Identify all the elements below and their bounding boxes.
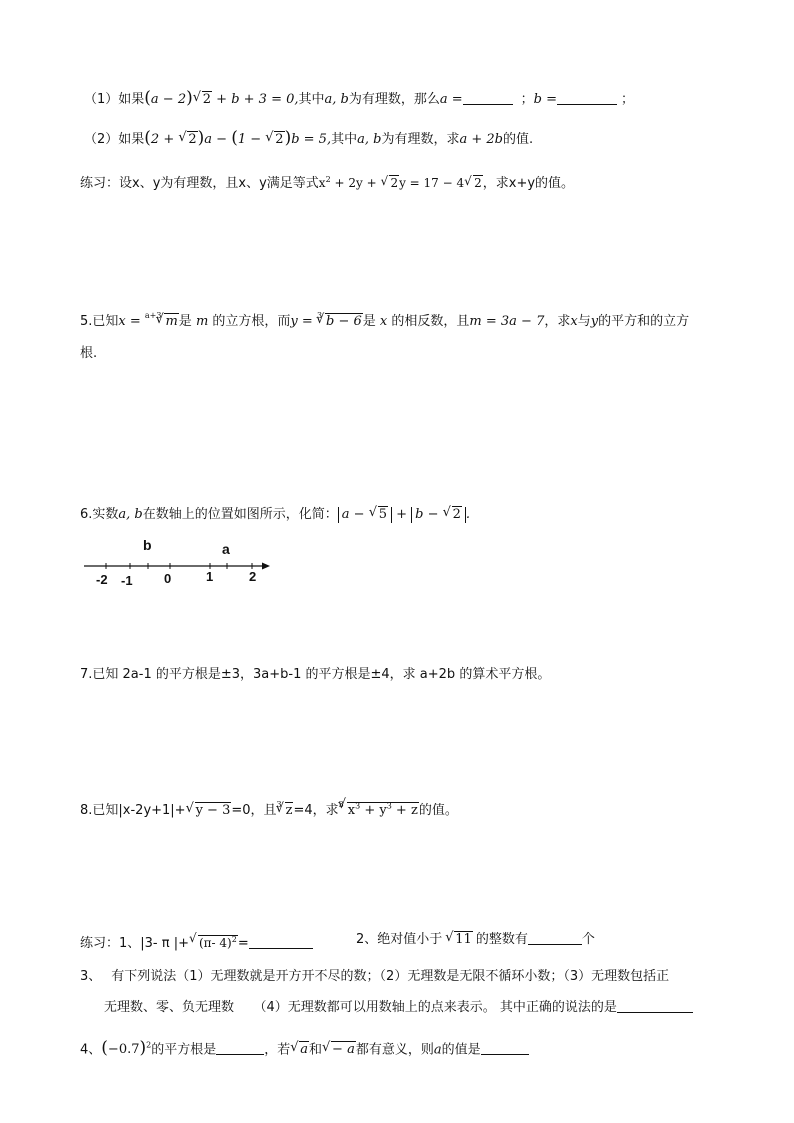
answer-blank-practice-4a[interactable] bbox=[216, 1040, 264, 1055]
q5-expr-y: y = $^3$√ b − 6 bbox=[290, 314, 362, 329]
practice-2-sqrt: √ 11 bbox=[445, 932, 473, 947]
q7-line: 7.已知 2a-1 的平方根是±3，3a+b-1 的平方根是±4，求 a+2b 的算术平方根。 bbox=[80, 667, 551, 682]
practice-item-3-line2: 无理数、零、负无理数 （4）无理数都可以用数轴上的点来表示。 其中正确的说法的是 bbox=[104, 998, 693, 1018]
answer-blank-practice-3[interactable] bbox=[617, 998, 693, 1013]
practice-item-1: 练习：1、|3- π |+√ (π- 4)$^2$= bbox=[80, 930, 313, 954]
tick-label: 2 bbox=[249, 569, 257, 584]
q4-part1-equation: (a − 2)√ 2 + b + 3 = 0, bbox=[144, 92, 298, 107]
practice-item-2: 2、绝对值小于√ 11 的整数有 个 bbox=[356, 930, 595, 950]
tick-label: -2 bbox=[96, 572, 108, 587]
q8-target-expr: $^3$√ $x^3 + y^3 + z$ bbox=[339, 803, 419, 818]
q8-line: 8.已知|x-2y+1|+√ y − 3=0，且$^3$√ z=4，求$^3$√ $x^3 + y^3 + z$的值。 bbox=[80, 795, 458, 821]
q5-line2: 根. bbox=[80, 346, 98, 361]
practice-item-4: 4、$(-0.7)^2$的平方根是 ，若√ a和√ − a都有意义，则a的值是 bbox=[80, 1036, 529, 1060]
q4-practice-equation: $x^2 + 2y$ + √ 2y = 17 − 4√ 2 bbox=[319, 176, 483, 190]
tick-label: 0 bbox=[164, 571, 172, 586]
point-label-a: a bbox=[222, 541, 230, 557]
answer-blank-practice-1[interactable] bbox=[249, 934, 313, 949]
q4-practice: 练习：设x、y为有理数，且x、y满足等式$x^2 + 2y$ + √ 2y = 17 − 4√ 2，求x+y的值。 bbox=[80, 170, 574, 194]
q8-cbrt-z: $^3$√ z bbox=[277, 803, 294, 818]
q6-expression: a − √ 5 + b − √ 2 . bbox=[338, 507, 470, 522]
tick-label: 1 bbox=[206, 569, 214, 584]
q4-part2: （2）如果(2 + √ 2)a − (1 − √ 2)b = 5,其中a, b为有理数，求a + 2b的值. bbox=[84, 128, 533, 150]
answer-blank-a[interactable] bbox=[463, 90, 513, 105]
q4-part2-equation: (2 + √ 2)a − (1 − √ 2)b = 5, bbox=[144, 132, 331, 147]
arrow-right-icon bbox=[262, 563, 270, 570]
number-line bbox=[84, 535, 284, 595]
answer-blank-practice-2[interactable] bbox=[528, 930, 582, 945]
q6-line: 6.实数a, b在数轴上的位置如图所示，化简： a − √ 5 + b − √ 2 . bbox=[80, 505, 470, 525]
practice-4-sqrt-neg-a: √ − a bbox=[322, 1042, 356, 1057]
practice-4-sqrt-a: √ a bbox=[290, 1042, 309, 1057]
practice-4-expr: $(-0.7)^2$ bbox=[101, 1038, 152, 1059]
q5-line1: 5.已知x = $^{a+3}$√ m是 m 的立方根，而y = $^3$√ b − 6是 x 的相反数，且m = 3a − 7，求x与y的平方和的立方 bbox=[80, 306, 689, 332]
q8-sqrt-y: √ y − 3 bbox=[186, 803, 232, 818]
point-label-b: b bbox=[143, 537, 152, 553]
q4-part1: （1）如果(a − 2)√ 2 + b + 3 = 0,其中a, b为有理数，那么a = ；b = ； bbox=[84, 88, 634, 110]
answer-blank-practice-4b[interactable] bbox=[481, 1040, 529, 1055]
answer-blank-b[interactable] bbox=[557, 90, 617, 105]
practice-1-sqrt: √ (π- 4)$^2$ bbox=[189, 936, 238, 950]
q5-expr-x: x = $^{a+3}$√ m bbox=[118, 314, 178, 329]
tick-label: -1 bbox=[121, 573, 133, 588]
practice-item-3-line1: 3、 有下列说法（1）无理数就是开方开不尽的数；（2）无理数是无限不循环小数；（3）无理数包括正 bbox=[80, 969, 670, 984]
